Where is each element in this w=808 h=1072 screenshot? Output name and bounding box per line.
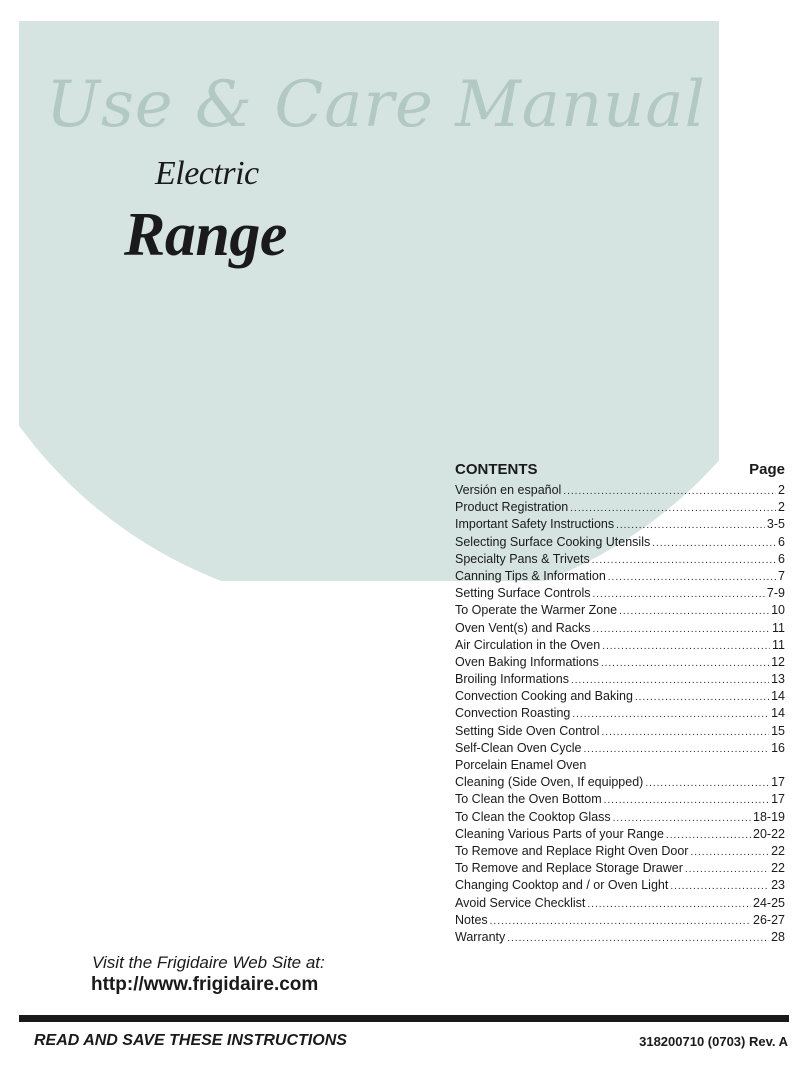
toc-item-page: 26-27	[753, 912, 785, 927]
toc-item-page: 22	[771, 861, 785, 876]
toc-item-label: To Clean the Cooktop Glass	[455, 809, 611, 824]
toc-leader-dots	[507, 930, 769, 947]
toc-item-label: Setting Side Oven Control	[455, 723, 600, 738]
toc-leader-dots	[619, 603, 769, 620]
toc-item	[455, 551, 785, 568]
website-url[interactable]: http://www.frigidaire.com	[91, 974, 319, 995]
toc-item-page: 22	[771, 843, 785, 858]
toc-item	[455, 637, 785, 654]
toc-item-page: 7-9	[766, 586, 785, 601]
toc-leader-dots	[570, 500, 776, 517]
toc-leader-dots	[645, 775, 769, 792]
toc-item	[455, 895, 785, 912]
footer-rule	[19, 1015, 789, 1022]
toc-leader-dots	[592, 621, 770, 638]
toc-item-label: Cleaning (Side Oven, If equipped)	[455, 775, 644, 790]
toc-leader-dots	[604, 792, 769, 809]
toc-item-label: Canning Tips & Information	[455, 568, 606, 583]
toc-item	[455, 585, 785, 602]
toc-item-label: Changing Cooktop and / or Oven Light	[455, 878, 669, 893]
toc-item-label: Convection Roasting	[455, 706, 571, 721]
toc-item-page: 7	[778, 568, 785, 583]
toc-leader-dots	[602, 638, 770, 655]
toc-item-label: Product Registration	[455, 500, 569, 515]
toc-item	[455, 688, 785, 705]
toc-item-label: To Operate the Warmer Zone	[455, 603, 618, 618]
footer-instructions: READ AND SAVE THESE INSTRUCTIONS	[34, 1032, 347, 1049]
toc-item-page: 28	[771, 929, 785, 944]
toc-item	[455, 705, 785, 722]
toc-item	[455, 740, 785, 757]
toc-item-page: 18-19	[753, 809, 785, 824]
toc-item-page: 13	[771, 672, 785, 687]
toc-leader-dots	[670, 878, 769, 895]
toc-leader-dots	[652, 535, 776, 552]
toc-item	[455, 843, 785, 860]
toc-item-label: Cleaning Various Parts of your Range	[455, 826, 664, 841]
toc-item	[455, 516, 785, 533]
manual-title: Use & Care Manual	[46, 68, 706, 142]
toc-leader-dots	[593, 586, 765, 603]
toc-item-label: Air Circulation in the Oven	[455, 637, 601, 652]
table-of-contents	[455, 461, 785, 946]
footer-doc-number: 318200710 (0703) Rev. A	[639, 1034, 788, 1049]
toc-item	[455, 620, 785, 637]
toc-item-label: To Clean the Oven Bottom	[455, 792, 602, 807]
toc-item-page: 24-25	[753, 895, 785, 910]
toc-leader-dots	[592, 552, 776, 569]
toc-leader-dots	[572, 706, 769, 723]
toc-item-page: 11	[772, 620, 785, 635]
toc-item-page: 14	[771, 689, 785, 704]
toc-item-label: Selecting Surface Cooking Utensils	[455, 534, 651, 549]
toc-item	[455, 826, 785, 843]
toc-item-page: 6	[778, 534, 785, 549]
toc-leader-dots	[635, 689, 769, 706]
toc-item-page: 2	[778, 500, 785, 515]
toc-item	[455, 774, 785, 791]
toc-item	[455, 654, 785, 671]
toc-leader-dots	[571, 672, 769, 689]
toc-item-page: 6	[778, 551, 785, 566]
toc-item-label: Warranty	[455, 929, 506, 944]
toc-leader-dots	[608, 569, 776, 586]
toc-item-page: 12	[771, 654, 785, 669]
toc-leader-dots	[563, 483, 776, 500]
toc-leader-dots	[602, 724, 770, 741]
toc-item	[455, 482, 785, 499]
toc-item	[455, 534, 785, 551]
toc-item-label: Setting Surface Controls	[455, 586, 591, 601]
product-name: Range	[124, 201, 287, 269]
toc-item	[455, 791, 785, 808]
toc-item-label: Oven Vent(s) and Racks	[455, 620, 591, 635]
toc-header	[455, 461, 785, 482]
toc-item-label: Notes	[455, 912, 488, 927]
toc-heading: CONTENTS	[455, 461, 538, 478]
toc-item	[455, 602, 785, 619]
toc-item-page: 3-5	[766, 517, 785, 532]
toc-item	[455, 499, 785, 516]
toc-item	[455, 929, 785, 946]
toc-leader-dots	[601, 655, 769, 672]
toc-leader-dots	[583, 741, 769, 758]
toc-item	[455, 877, 785, 894]
toc-page-heading: Page	[749, 461, 785, 478]
toc-leader-dots	[616, 517, 765, 534]
manual-subtitle: Electric	[155, 155, 259, 192]
toc-list	[455, 482, 785, 946]
toc-item-label: Versión en español	[455, 483, 562, 497]
toc-item	[455, 568, 785, 585]
toc-item	[455, 671, 785, 688]
toc-item	[455, 809, 785, 826]
toc-leader-dots	[666, 827, 751, 844]
toc-item	[455, 860, 785, 877]
toc-leader-dots	[587, 896, 751, 913]
toc-item-label: Self-Clean Oven Cycle	[455, 740, 582, 755]
toc-leader-dots	[690, 844, 769, 861]
toc-item	[455, 757, 785, 774]
toc-item-label: Specialty Pans & Trivets	[455, 551, 590, 566]
toc-item-page: 14	[771, 706, 785, 721]
toc-item-page: 15	[771, 723, 785, 738]
toc-item-label: Oven Baking Informations	[455, 654, 599, 669]
toc-item-page: 23	[771, 878, 785, 893]
toc-item-page: 16	[771, 740, 785, 755]
website-intro: Visit the Frigidaire Web Site at:	[92, 953, 325, 972]
toc-item-label: To Remove and Replace Right Oven Door	[455, 843, 689, 858]
toc-leader-dots	[613, 810, 751, 827]
toc-item-label: Porcelain Enamel Oven	[455, 758, 587, 772]
toc-item-label: Convection Cooking and Baking	[455, 689, 633, 704]
toc-item-label: Important Safety Instructions	[455, 517, 615, 532]
toc-item-label: To Remove and Replace Storage Drawer	[455, 861, 683, 876]
toc-item-label: Avoid Service Checklist	[455, 895, 586, 910]
toc-item-page: 10	[771, 603, 785, 618]
toc-item-page: 20-22	[753, 826, 785, 841]
toc-leader-dots	[490, 913, 751, 930]
toc-item-page: 17	[771, 792, 785, 807]
toc-item	[455, 912, 785, 929]
toc-item-page: 2	[778, 483, 785, 497]
toc-item-page: 17	[771, 775, 785, 790]
toc-item-label: Broiling Informations	[455, 672, 569, 687]
toc-item-page: 11	[772, 637, 785, 652]
toc-item	[455, 723, 785, 740]
toc-leader-dots	[685, 861, 769, 878]
